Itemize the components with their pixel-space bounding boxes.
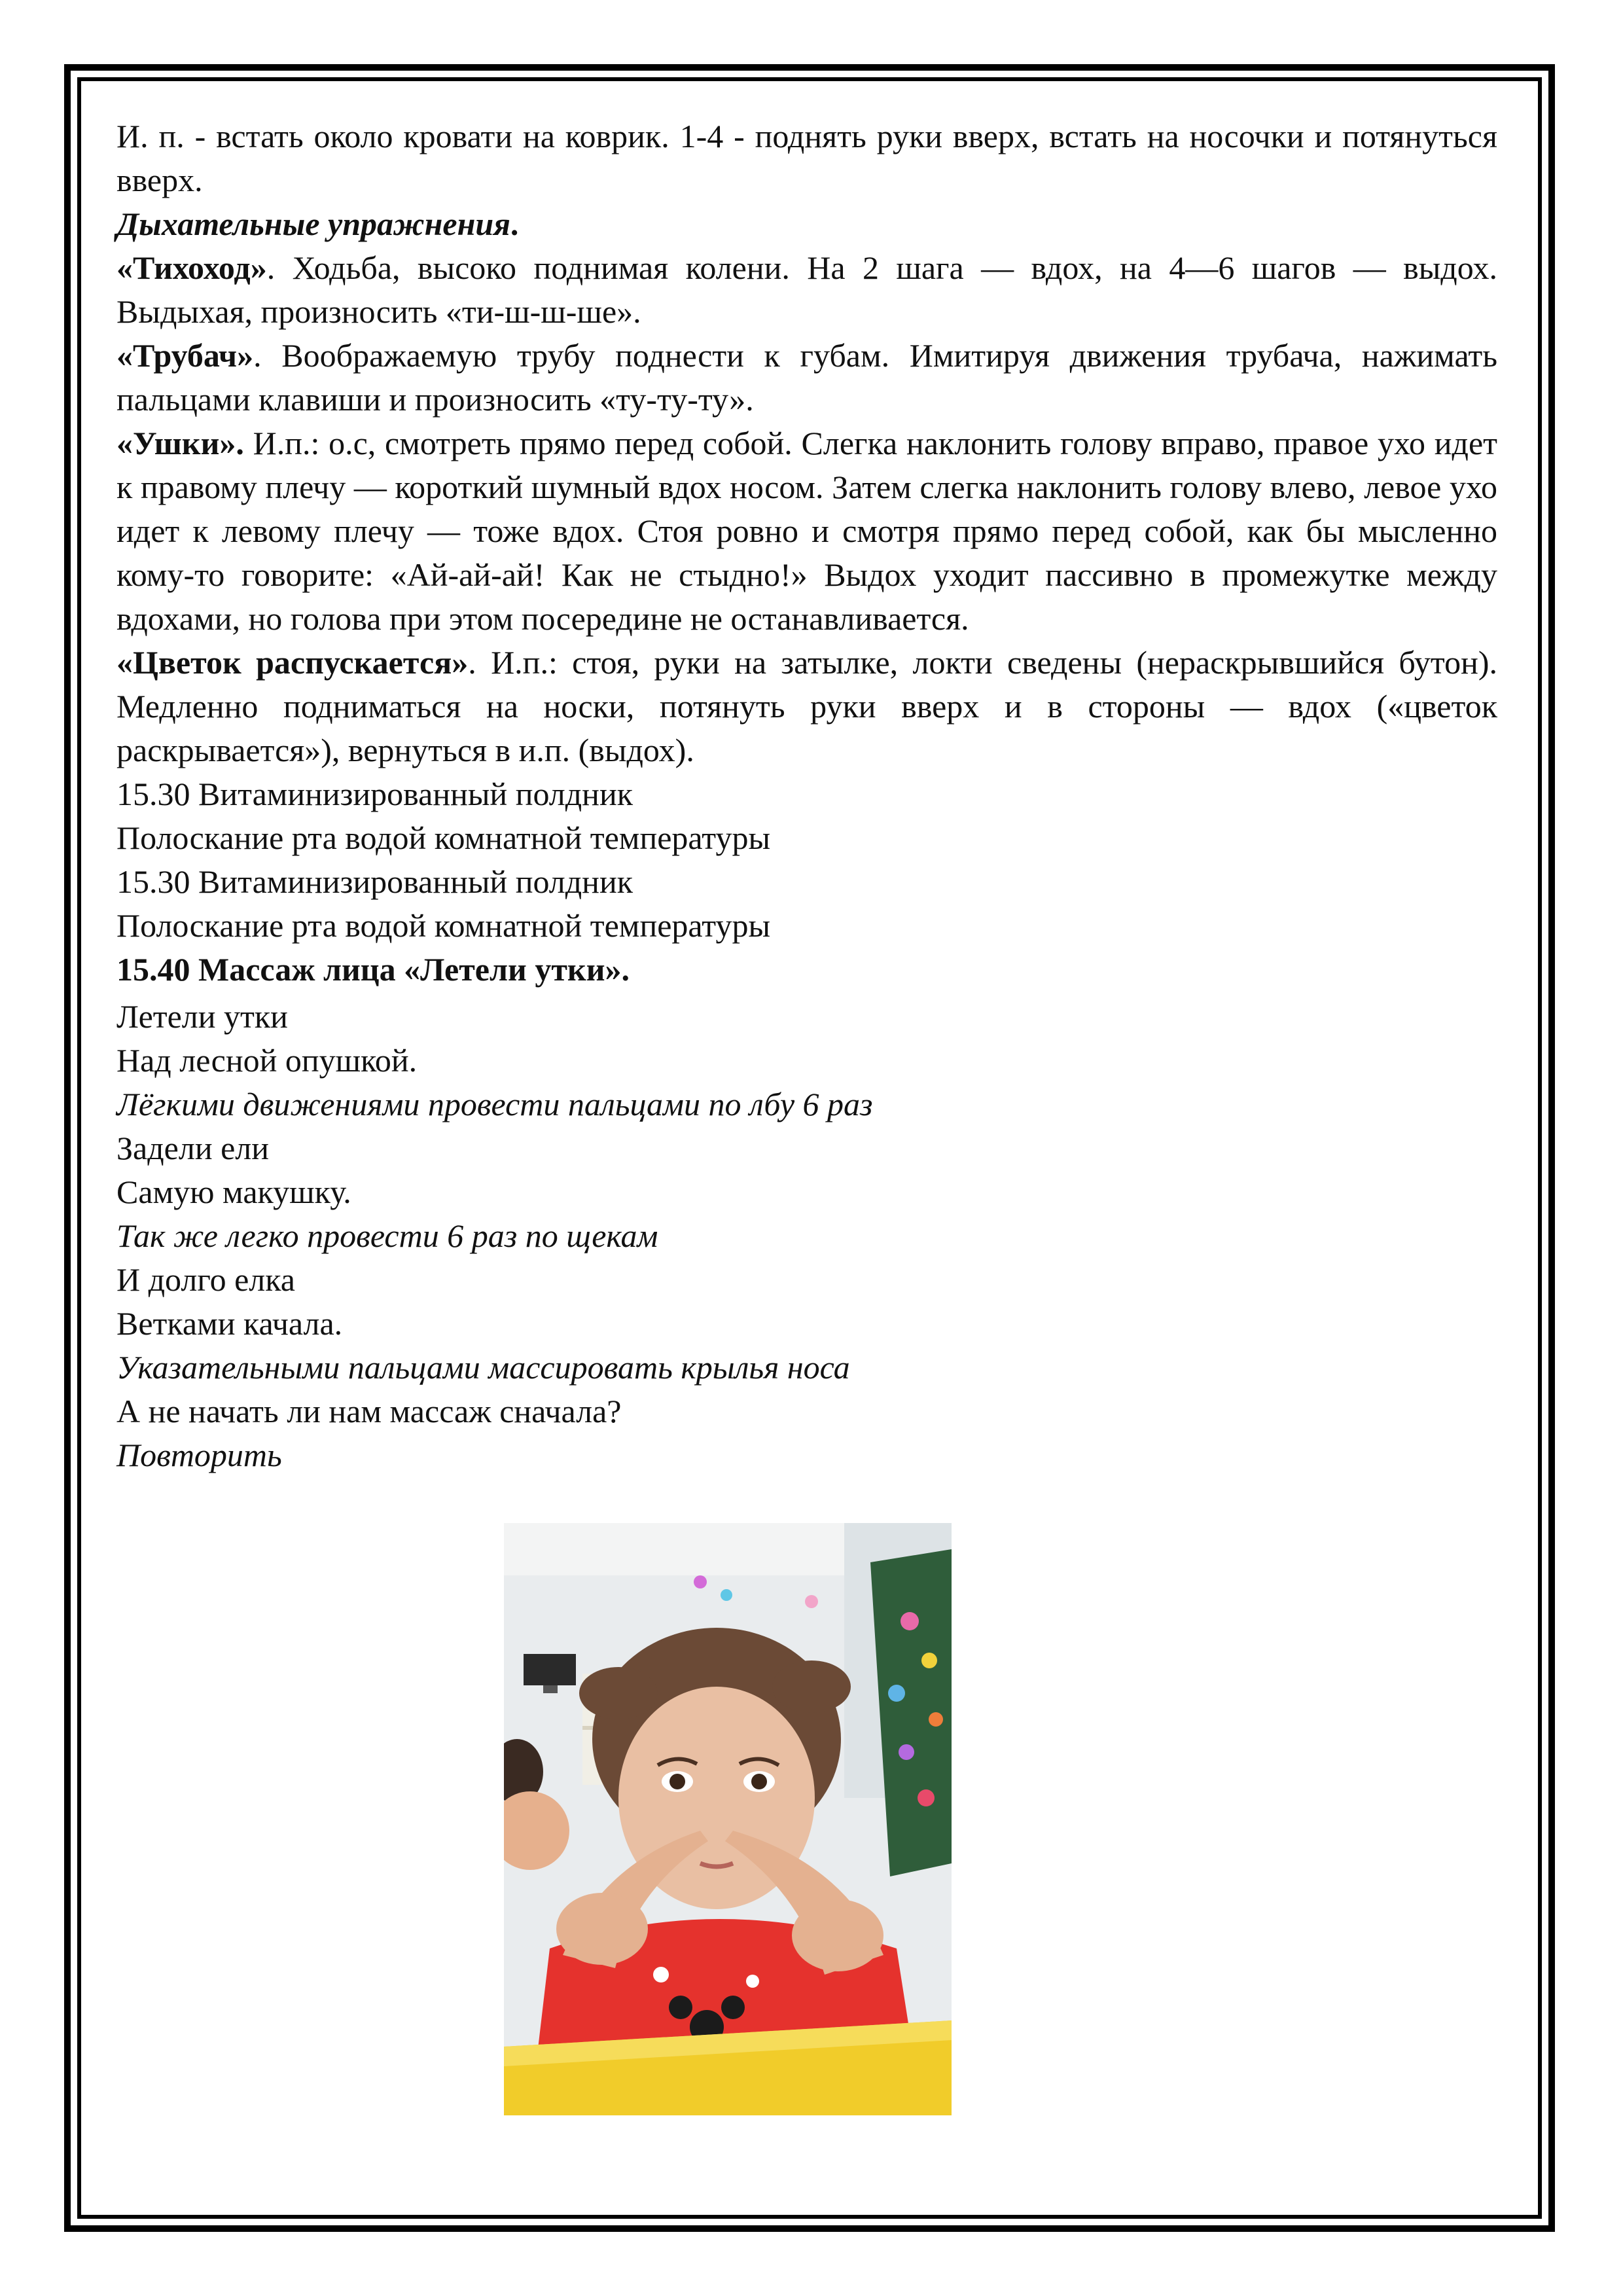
breathing-heading-text: Дыхательные упражнения xyxy=(116,206,510,242)
massage-heading: 15.40 Массаж лица «Летели утки». xyxy=(116,951,630,988)
poem-line: Самую макушку. xyxy=(116,1174,351,1210)
schedule-snack-1: 15.30 Витаминизированный полдник xyxy=(116,776,633,812)
breathing-heading-dot: . xyxy=(510,206,519,242)
poem-line: И долго елка xyxy=(116,1261,295,1298)
poem-line: Ветками качала. xyxy=(116,1305,343,1342)
exercise-title: «Ушки». xyxy=(116,425,244,461)
poem-instruction: Так же легко провести 6 раз по щекам xyxy=(116,1217,658,1254)
breathing-heading xyxy=(116,202,1497,246)
exercise-text: И.п.: о.с, смотреть прямо перед собой. Слегка наклонить голову вправо, правое ухо идет к правому плечу — короткий шумный вдох носом. Затем слегка наклонить голову влево, левое ухо идет к левому плечу — тоже вдох. Стоя ровно и смотря прямо перед собой, как бы мысленно кому-то говорите: «Ай-ай-ай! Как не стыдно!» Выдох уходит пассивно в промежутке между вдохами, но голова при этом посередине не останавливается. xyxy=(116,425,1497,637)
document-body xyxy=(116,115,1497,1477)
exercise-title: «Тихоход» xyxy=(116,249,267,286)
schedule-snack-2: 15.30 Витаминизированный полдник xyxy=(116,863,633,900)
poem-instruction: Лёгкими движениями провести пальцами по лбу 6 раз xyxy=(116,1086,873,1122)
poem-instruction: Указательными пальцами массировать крылья носа xyxy=(116,1349,850,1386)
schedule-rinse-2: Полоскание рта водой комнатной температуры xyxy=(116,907,771,944)
child-massage-photo xyxy=(504,1523,952,2115)
poem-line: Летели утки xyxy=(116,998,288,1035)
exercise-tikhokhod xyxy=(116,246,1497,334)
poem-line: А не начать ли нам массаж сначала? xyxy=(116,1393,622,1429)
exercise-text: . И.п.: стоя, руки на затылке, локти сведены (нераскрывшийся бутон). Медленно подниматься на носки, потянуть руки вверх и в стороны — вдох («цветок раскрывается»), вернуться в и.п. (выдох). xyxy=(116,644,1497,768)
exercise-title: «Цветок распускается» xyxy=(116,644,469,681)
schedule-rinse-1: Полоскание рта водой комнатной температуры xyxy=(116,819,771,856)
intro-paragraph: И. п. - встать около кровати на коврик. 1-4 - поднять руки вверх, встать на носочки и потянуться вверх. xyxy=(116,118,1497,198)
poem-instruction: Повторить xyxy=(116,1437,282,1473)
exercise-text: . Ходьба, высоко поднимая колени. На 2 шага — вдох, на 4—6 шагов — выдох. Выдыхая, произносить «ти-ш-ш-ше». xyxy=(116,249,1497,330)
exercise-title: «Трубач» xyxy=(116,337,254,374)
exercise-text: . Воображаемую трубу поднести к губам. Имитируя движения трубача, нажимать пальцами клавиши и произносить «ту-ту-ту». xyxy=(116,337,1497,418)
massage-poem xyxy=(116,995,1497,1477)
exercise-tsvetok xyxy=(116,641,1497,772)
exercise-ushki xyxy=(116,422,1497,641)
exercise-trubach xyxy=(116,334,1497,422)
poem-line: Задели ели xyxy=(116,1130,269,1166)
poem-line: Над лесной опушкой. xyxy=(116,1042,418,1079)
